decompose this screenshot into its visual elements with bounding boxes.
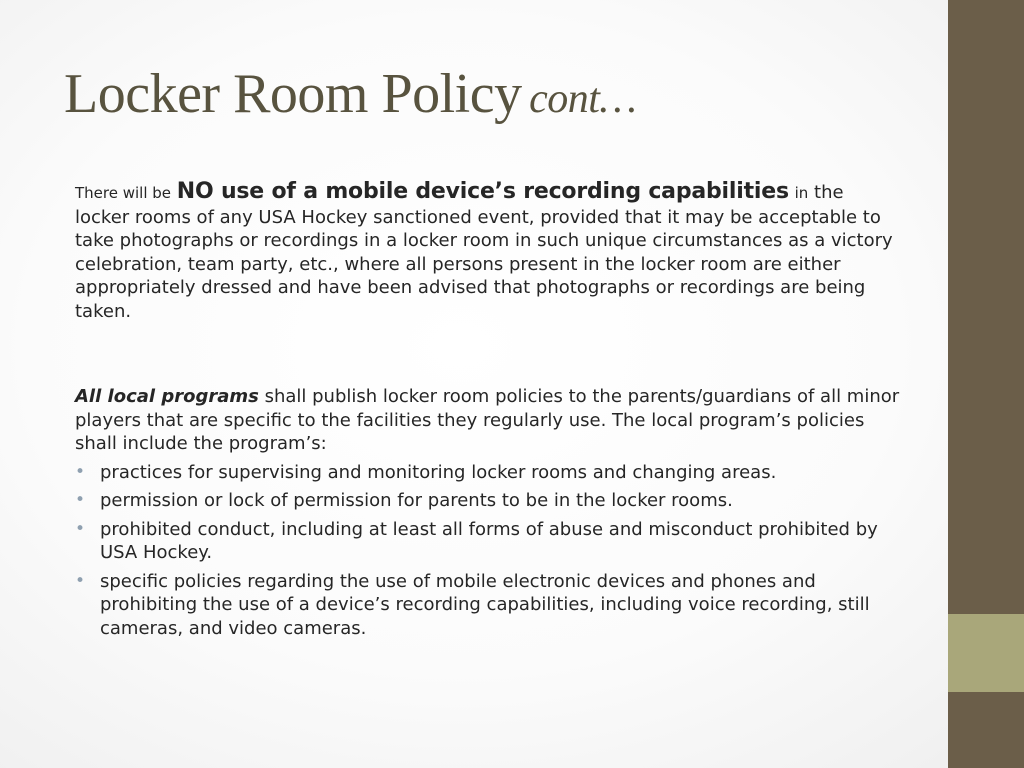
paragraph-emphasis: NO use of a mobile device’s recording capabilities — [176, 179, 789, 204]
slide-title-suffix: cont… — [529, 76, 637, 122]
recording-policy-paragraph — [75, 180, 900, 323]
list-item-text: prohibited conduct, including at least all forms of abuse and misconduct prohibited by USA Hockey. — [100, 518, 878, 563]
slide-title-main: Locker Room Policy — [64, 63, 522, 125]
list-item — [75, 489, 900, 513]
bullet-icon: • — [75, 490, 86, 510]
paragraph-suffix: in — [794, 184, 809, 202]
paragraph-rest: the locker rooms of any USA Hockey sanctioned event, provided that it may be acceptable to take photographs or recordings in a locker room in such unique circumstances as a victory celebration, team party, etc., where all persons present in the locker room are either appropriately dressed and have been advised that photographs or recordings are being taken. — [75, 182, 893, 322]
bullet-icon: • — [75, 570, 86, 591]
slide-body — [75, 180, 900, 640]
local-programs-lead: All local programs — [75, 386, 259, 407]
list-item-text: specific policies regarding the use of mobile electronic devices and phones and prohibiting the use of a device’s recording capabilities, including voice recording, still cameras, and video cameras. — [100, 570, 870, 639]
paragraph-prefix: There will be — [75, 184, 172, 202]
list-item-text: permission or lock of permission for parents to be in the locker rooms. — [100, 490, 733, 511]
list-item-text: practices for supervising and monitoring locker rooms and changing areas. — [100, 461, 777, 483]
bullet-icon: • — [75, 461, 86, 482]
list-item — [75, 461, 900, 485]
list-item — [75, 570, 900, 641]
local-programs-paragraph — [75, 385, 900, 456]
policy-bullet-list — [75, 461, 900, 641]
side-accent-block — [948, 614, 1024, 692]
bullet-icon: • — [75, 518, 86, 539]
list-item — [75, 518, 900, 565]
local-programs-text: shall publish locker room policies to the parents/guardians of all minor players that are specific to the facilities they regularly use. The local program’s policies shall include the program’s: — [75, 386, 900, 454]
slide-title — [64, 62, 636, 126]
